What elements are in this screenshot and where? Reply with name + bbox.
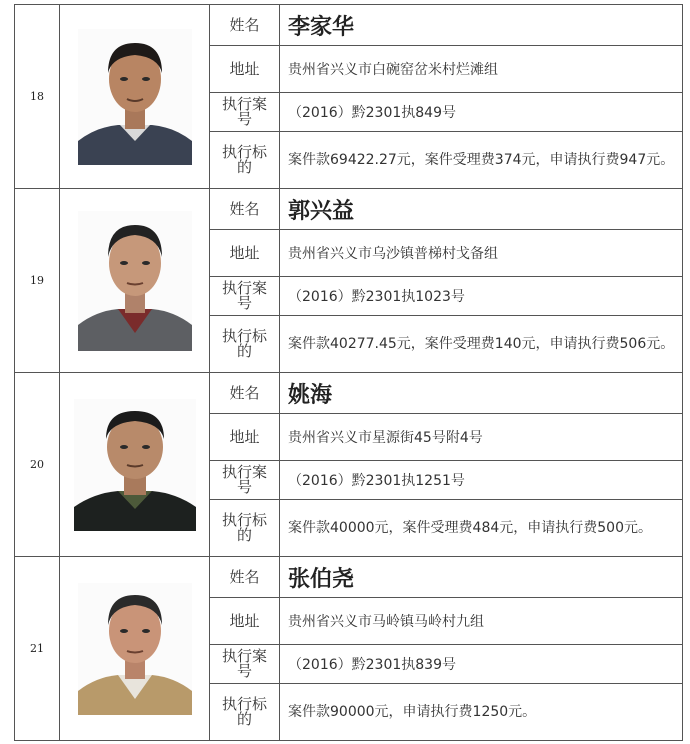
record-index: 21 (15, 557, 60, 741)
person-name: 郭兴益 (280, 189, 683, 230)
name-label: 姓名 (210, 557, 280, 598)
name-label: 姓名 (210, 373, 280, 414)
address-label: 地址 (210, 230, 280, 277)
table-row (15, 373, 683, 414)
case-number: （2016）黔2301执849号 (280, 93, 683, 132)
person-address: 贵州省兴义市白碗窑岔米村烂滩组 (280, 46, 683, 93)
table-row (15, 189, 683, 230)
case-no-label: 执行案号 (210, 461, 280, 500)
portrait-icon (74, 399, 196, 531)
execution-target: 案件款90000元，申请执行费1250元。 (280, 684, 683, 741)
name-label: 姓名 (210, 189, 280, 230)
person-name: 张伯尧 (280, 557, 683, 598)
address-label: 地址 (210, 414, 280, 461)
case-no-label: 执行案号 (210, 277, 280, 316)
person-photo (60, 373, 210, 557)
case-no-label: 执行案号 (210, 645, 280, 684)
record-index: 19 (15, 189, 60, 373)
execution-target: 案件款40000元，案件受理费484元，申请执行费500元。 (280, 500, 683, 557)
portrait-icon (78, 211, 192, 351)
person-photo (60, 5, 210, 189)
case-number: （2016）黔2301执1023号 (280, 277, 683, 316)
target-label: 执行标的 (210, 684, 280, 741)
person-address: 贵州省兴义市乌沙镇普梯村戈备组 (280, 230, 683, 277)
record-index: 20 (15, 373, 60, 557)
case-number: （2016）黔2301执1251号 (280, 461, 683, 500)
address-label: 地址 (210, 46, 280, 93)
name-label: 姓名 (210, 5, 280, 46)
person-name: 姚海 (280, 373, 683, 414)
person-photo (60, 557, 210, 741)
address-label: 地址 (210, 598, 280, 645)
target-label: 执行标的 (210, 500, 280, 557)
debtor-table (14, 4, 683, 741)
target-label: 执行标的 (210, 316, 280, 373)
person-address: 贵州省兴义市马岭镇马岭村九组 (280, 598, 683, 645)
execution-target: 案件款40277.45元，案件受理费140元，申请执行费506元。 (280, 316, 683, 373)
record-index: 18 (15, 5, 60, 189)
case-no-label: 执行案号 (210, 93, 280, 132)
target-label: 执行标的 (210, 132, 280, 189)
table-row (15, 557, 683, 598)
person-photo (60, 189, 210, 373)
execution-target: 案件款69422.27元，案件受理费374元，申请执行费947元。 (280, 132, 683, 189)
table-row (15, 5, 683, 46)
portrait-icon (78, 29, 192, 165)
portrait-icon (78, 583, 192, 715)
person-name: 李家华 (280, 5, 683, 46)
person-address: 贵州省兴义市星源街45号附4号 (280, 414, 683, 461)
case-number: （2016）黔2301执839号 (280, 645, 683, 684)
